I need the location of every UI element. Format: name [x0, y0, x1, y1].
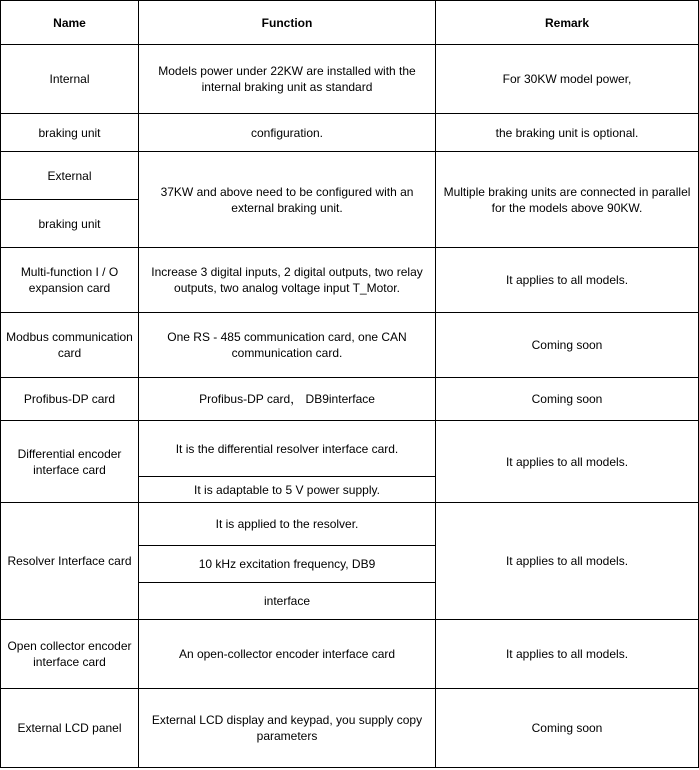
table-row [1, 503, 699, 546]
cell-function: configuration. [139, 114, 436, 152]
cell-function: It is the differential resolver interface card. [139, 421, 436, 477]
cell-function: 10 kHz excitation frequency, DB9 [139, 546, 436, 583]
cell-name: Differential encoder interface card [1, 421, 139, 503]
table-row [1, 421, 699, 477]
table-row [1, 45, 699, 114]
header-name: Name [1, 1, 139, 45]
table-row [1, 620, 699, 689]
cell-function: interface [139, 583, 436, 620]
header-row [1, 1, 699, 45]
table-row [1, 313, 699, 378]
table-row [1, 152, 699, 200]
cell-name: External LCD panel [1, 689, 139, 768]
table-row [1, 114, 699, 152]
cell-name: Modbus communication card [1, 313, 139, 378]
cell-name: Open collector encoder interface card [1, 620, 139, 689]
table-row [1, 689, 699, 768]
cell-function: One RS - 485 communication card, one CAN communication card. [139, 313, 436, 378]
table-row [1, 248, 699, 313]
cell-function: It is adaptable to 5 V power supply. [139, 477, 436, 503]
cell-name: External [1, 152, 139, 200]
cell-remark: It applies to all models. [436, 620, 699, 689]
cell-name: Resolver Interface card [1, 503, 139, 620]
cell-function: 37KW and above need to be configured with an external braking unit. [139, 152, 436, 248]
cell-name: Internal [1, 45, 139, 114]
cell-name: Multi-function I / O expansion card [1, 248, 139, 313]
cell-function: An open-collector encoder interface card [139, 620, 436, 689]
header-remark: Remark [436, 1, 699, 45]
cell-name: braking unit [1, 200, 139, 248]
cell-function: Models power under 22KW are installed with the internal braking unit as standard [139, 45, 436, 114]
cell-name: Profibus-DP card [1, 378, 139, 421]
cell-function: Profibus-DP card， DB9interface [139, 378, 436, 421]
cell-function: External LCD display and keypad, you supply copy parameters [139, 689, 436, 768]
header-function: Function [139, 1, 436, 45]
cell-remark: Coming soon [436, 378, 699, 421]
cell-remark: It applies to all models. [436, 248, 699, 313]
cell-remark: Coming soon [436, 313, 699, 378]
cell-remark: For 30KW model power, [436, 45, 699, 114]
table-row [1, 378, 699, 421]
cell-remark: It applies to all models. [436, 503, 699, 620]
cell-remark: Multiple braking units are connected in parallel for the models above 90KW. [436, 152, 699, 248]
cell-remark: Coming soon [436, 689, 699, 768]
cell-remark: the braking unit is optional. [436, 114, 699, 152]
cell-function: It is applied to the resolver. [139, 503, 436, 546]
cell-function: Increase 3 digital inputs, 2 digital outputs, two relay outputs, two analog voltage input T_Motor. [139, 248, 436, 313]
cell-name: braking unit [1, 114, 139, 152]
cell-remark: It applies to all models. [436, 421, 699, 503]
